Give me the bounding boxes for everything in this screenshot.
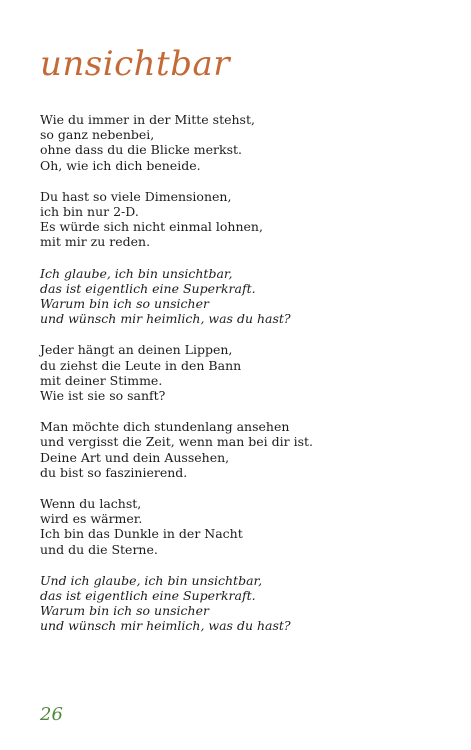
poem-line: und du die Sterne.	[40, 541, 158, 557]
stanza-7-refrain	[40, 573, 460, 634]
poem-line: und vergisst die Zeit, wenn man bei dir ist.	[40, 434, 313, 450]
poem-line: Wenn du lachst,	[40, 496, 142, 512]
poem-line: das ist eigentlich eine Superkraft.	[40, 280, 256, 296]
poem-line: du ziehst die Leute in den Bann	[40, 357, 242, 373]
page-number: 26	[40, 704, 63, 725]
poem-line: Und ich glaube, ich bin unsichtbar,	[40, 572, 263, 588]
poem-line: so ganz nebenbei,	[40, 127, 155, 143]
stanza-5	[40, 419, 460, 480]
poem-line: Man möchte dich stundenlang ansehen	[40, 419, 290, 435]
poem-line: mit deiner Stimme.	[40, 372, 163, 388]
poem-line: ich bin nur 2-D.	[40, 204, 139, 220]
poem-line: Ich bin das Dunkle in der Nacht	[40, 526, 243, 542]
stanza-3-refrain	[40, 266, 460, 327]
stanza-6	[40, 496, 460, 557]
poem-body	[40, 112, 460, 650]
poem-line: ohne dass du die Blicke merkst.	[40, 142, 242, 158]
poem-line: Jeder hängt an deinen Lippen,	[40, 342, 233, 358]
poem-title: unsichtbar	[40, 44, 231, 84]
poem-line: Ich glaube, ich bin unsichtbar,	[40, 265, 233, 281]
poem-line: und wünsch mir heimlich, was du hast?	[40, 311, 291, 327]
poem-line: Du hast so viele Dimensionen,	[40, 188, 232, 204]
stanza-1	[40, 112, 460, 173]
poem-line: mit mir zu reden.	[40, 234, 151, 250]
stanza-4	[40, 342, 460, 403]
poem-line: Warum bin ich so unsicher	[40, 603, 209, 619]
poem-line: Oh, wie ich dich beneide.	[40, 157, 201, 173]
poem-line: Warum bin ich so unsicher	[40, 296, 209, 312]
poem-line: Es würde sich nicht einmal lohnen,	[40, 219, 263, 235]
poem-line: Wie ist sie so sanft?	[40, 388, 166, 404]
poem-line: wird es wärmer.	[40, 511, 143, 527]
stanza-2	[40, 189, 460, 250]
poem-line: das ist eigentlich eine Superkraft.	[40, 588, 256, 604]
poem-line: Deine Art und dein Aussehen,	[40, 449, 230, 465]
poem-line: Wie du immer in der Mitte stehst,	[40, 112, 255, 127]
poem-line: und wünsch mir heimlich, was du hast?	[40, 618, 291, 634]
poem-line: du bist so faszinierend.	[40, 464, 188, 480]
